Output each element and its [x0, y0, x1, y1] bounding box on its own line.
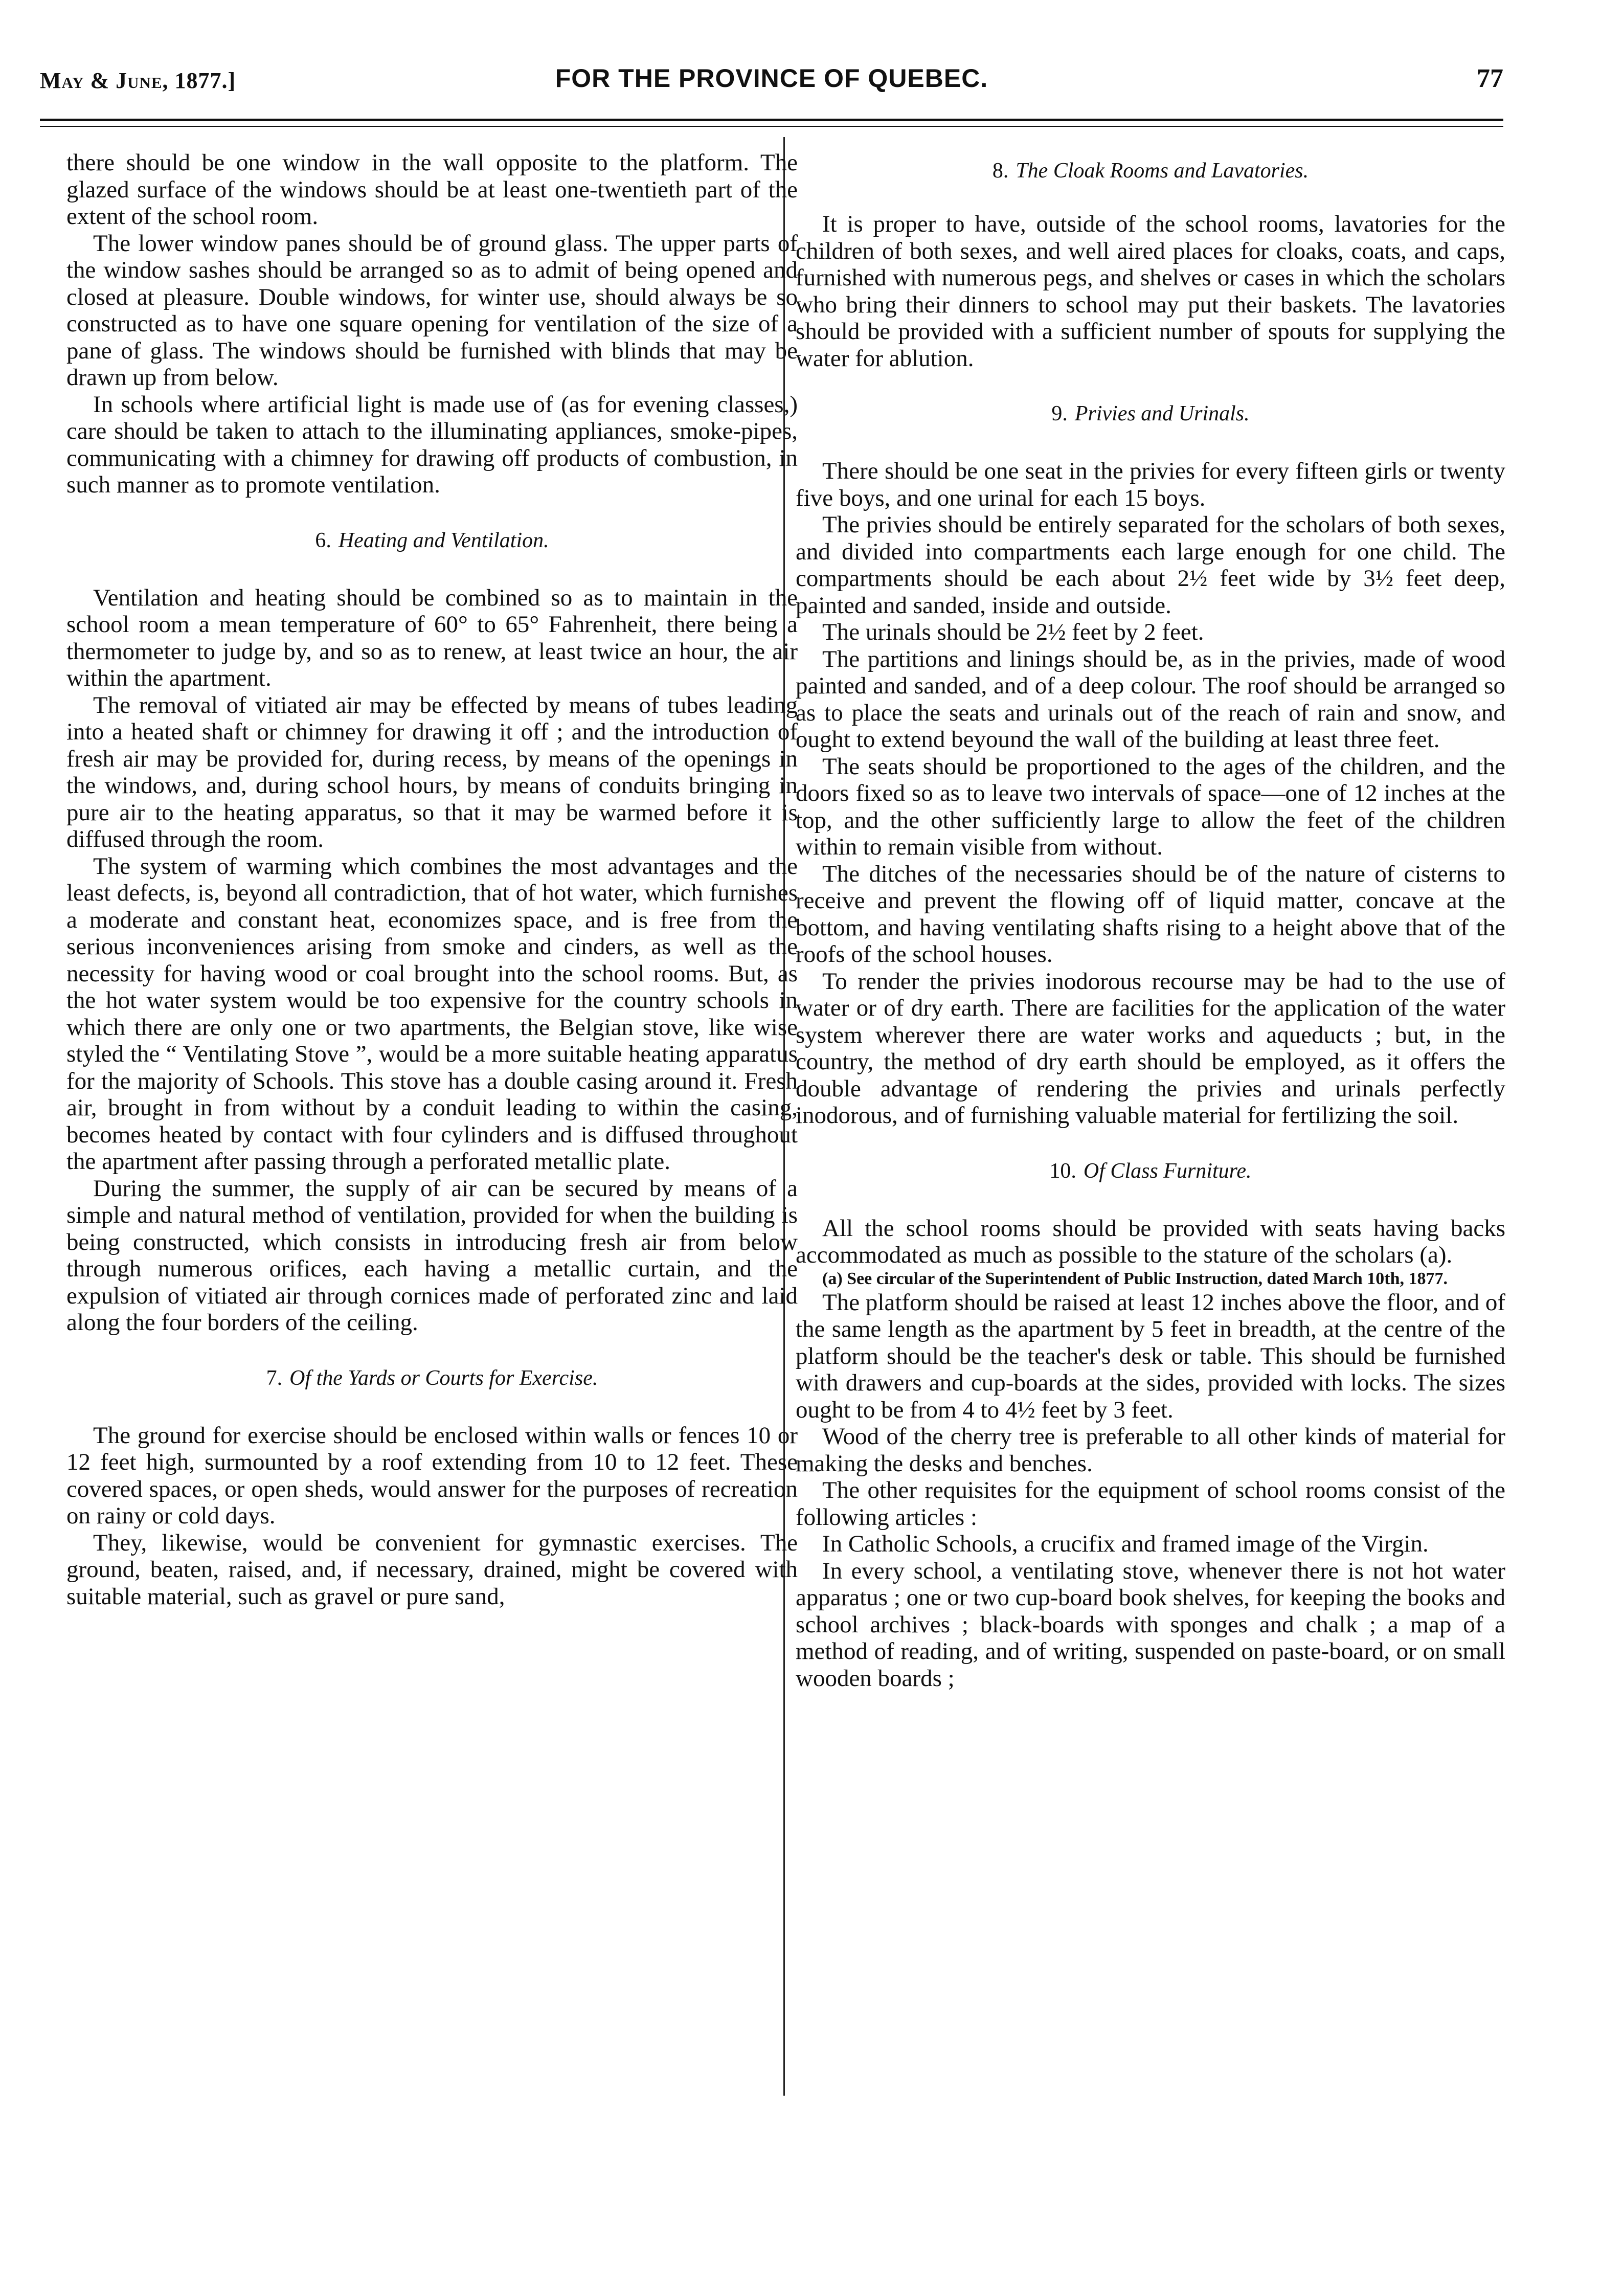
paragraph: The privies should be entirely separated for the scholars of both sexes, and divided into compartments each large enough for one child. The compartments should be each about 2½ feet wide by 3½ feet deep, painted and sanded, inside and outside. — [796, 511, 1505, 619]
paragraph: The other requisites for the equipment of school rooms consist of the following articles : — [796, 1477, 1505, 1531]
running-head — [40, 60, 1503, 111]
paragraph: In Catholic Schools, a crucifix and framed image of the Virgin. — [822, 1531, 1429, 1557]
journal-title: FOR THE PROVINCE OF QUEBEC. — [555, 64, 988, 93]
section-title: Of the Yards or Courts for Exercise. — [289, 1366, 598, 1390]
paragraph: It is proper to have, outside of the school rooms, lavatories for the children of both sexes, and well aired places for cloaks, coats, and caps, furnished with numerous pegs, and shelves or cases in which the scholars who bring their dinners to school may put their baskets. The lavatories should be provided with a sufficient number of spouts for supplying the water for ablution. — [796, 211, 1505, 372]
paragraph: To render the privies inodorous recourse may be had to the use of water or of dry earth. There are facilities for the application of the water system wherever there are water works and aqueducts ; but, in the country, the method of dry earth should be employed, as it offers the double advantage of rendering the privies and urinals perfectly inodorous, and of furnishing valuable material for fertilizing the soil. — [796, 968, 1505, 1129]
section-title: Of Class Furniture. — [1083, 1159, 1252, 1183]
paragraph: there should be one window in the wall opposite to the platform. The glazed surface of the windows should be at least one-twentieth part of the extent of the school room. — [66, 149, 798, 230]
section-heading-privies — [796, 400, 1505, 427]
section-number: 9. — [1051, 402, 1068, 425]
paragraph: All the school rooms should be provided with seats having backs accommodated as much as possible to the stature of the scholars (a). — [796, 1215, 1505, 1268]
section-heading-class-furniture — [796, 1158, 1505, 1184]
section-number: 10. — [1049, 1159, 1076, 1183]
paragraph: The ground for exercise should be enclosed within walls or fences 10 or 12 feet high, surmounted by a roof extending from 10 to 12 feet. These covered spaces, or open sheds, would answer for the purposes of recreation on rainy or cold days. — [66, 1422, 798, 1529]
paragraph: The system of warming which combines the most advantages and the least defects, is, beyond all contradiction, that of hot water, which furnishes a moderate and constant heat, economizes space, and is free from the serious inconveniences arising from smoke and cinders, as well as the necessity for having wood or coal brought into the school rooms. But, as the hot water system would be too expensive for the country schools in which there are only one or two apartments, the Belgian stove, like wise styled the “ Ventilating Stove ”, would be a more suitable heating apparatus for the majority of Schools. This stove has a double casing around it. Fresh air, brought in from without by a conduit leading to within the casing, becomes heated by contact with four cylinders and is diffused throughout the apartment after passing through a perforated metallic plate. — [66, 852, 798, 1175]
section-title: The Cloak Rooms and Lavatories. — [1016, 159, 1309, 183]
section-heading-heating — [66, 527, 798, 554]
section-title: Heating and Ventilation. — [338, 528, 549, 552]
paragraph: They, likewise, would be convenient for gymnastic exercises. The ground, beaten, raised, and, if necessary, drained, might be covered with suitable material, such as gravel or pure sand, — [66, 1529, 798, 1610]
section-title: Privies and Urinals. — [1074, 402, 1250, 425]
paragraph: In schools where artificial light is made use of (as for evening classes,) care should be taken to attach to the illuminating appliances, smoke-pipes, communicating with a chimney for drawing off products of combustion, in such manner as to promote ventilation. — [66, 391, 798, 498]
paragraph: The platform should be raised at least 12 inches above the floor, and of the same length as the apartment by 5 feet in breadth, at the centre of the platform should be the teacher's desk or table. This should be furnished with drawers and cup-boards at the sides, provided with locks. The sizes ought to be from 4 to 4½ feet by 3 feet. — [796, 1289, 1505, 1423]
paragraph: The seats should be proportioned to the ages of the children, and the doors fixed so as to leave two intervals of space—one of 12 inches at the top, and the other sufficiently large to allow the feet of the children within to remain visible from without. — [796, 753, 1505, 860]
right-column — [796, 149, 1505, 1692]
paragraph: The lower window panes should be of ground glass. The upper parts of the window sashes should be arranged so as to admit of being opened and closed at pleasure. Double windows, for winter use, should always be so constructed as to have one square opening for ventilation of the size of a pane of glass. The windows should be furnished with blinds that may be drawn up from below. — [66, 230, 798, 391]
paragraph: In every school, a ventilating stove, whenever there is not hot water apparatus ; one or two cup-board book shelves, for keeping the books and school archives ; black-boards with sponges and chalk ; a map of a method of reading, and of writing, suspended on paste-board, or on small wooden boards ; — [796, 1557, 1505, 1692]
paragraph: The removal of vitiated air may be effected by means of tubes leading into a heated shaft or chimney for drawing it off ; and the introduction of fresh air may be provided for, during recess, by means of the openings in the windows, and, during school hours, by means of conduits bringing in pure air to the heating apparatus, so that it may be warmed before it is diffused through the room. — [66, 691, 798, 852]
section-number: 8. — [992, 159, 1009, 183]
issue-date: May & June, 1877.] — [40, 68, 236, 93]
paragraph: The urinals should be 2½ feet by 2 feet. — [822, 619, 1204, 645]
section-number: 7. — [266, 1366, 283, 1390]
section-number: 6. — [315, 528, 331, 552]
footnote: (a) See circular of the Superintendent of Public Instruction, dated March 10th, 1877. — [822, 1269, 1448, 1288]
header-rule-thin — [40, 126, 1503, 127]
section-heading-cloak-rooms — [796, 158, 1505, 184]
section-heading-yards — [66, 1365, 798, 1391]
header-rule-thick — [40, 119, 1503, 121]
paragraph: The ditches of the necessaries should be of the nature of cisterns to receive and prevent the flowing off of liquid matter, concave at the bottom, and having ventilating shafts rising to a height above that of the roofs of the school houses. — [796, 860, 1505, 968]
paragraph: There should be one seat in the privies for every fifteen girls or twenty five boys, and one urinal for each 15 boys. — [796, 458, 1505, 511]
paragraph: Ventilation and heating should be combined so as to maintain in the school room a mean temperature of 60° to 65° Fahrenheit, there being a thermometer to judge by, and so as to renew, at least twice an hour, the air within the apartment. — [66, 584, 798, 691]
paragraph: During the summer, the supply of air can be secured by means of a simple and natural method of ventilation, provided for when the building is being constructed, which consists in introducing fresh air from below through numerous orifices, each having a metallic curtain, and the expulsion of vitiated air through cornices made of perforated zinc and laid along the four borders of the ceiling. — [66, 1175, 798, 1336]
paragraph: Wood of the cherry tree is preferable to all other kinds of material for making the desks and benches. — [796, 1423, 1505, 1477]
page-number: 77 — [1477, 64, 1503, 93]
paragraph: The partitions and linings should be, as in the privies, made of wood painted and sanded, and of a deep colour. The roof should be arranged so as to place the seats and urinals out of the reach of rain and snow, and ought to extend beyound the wall of the building at least three feet. — [796, 645, 1505, 753]
left-column — [66, 149, 798, 1610]
